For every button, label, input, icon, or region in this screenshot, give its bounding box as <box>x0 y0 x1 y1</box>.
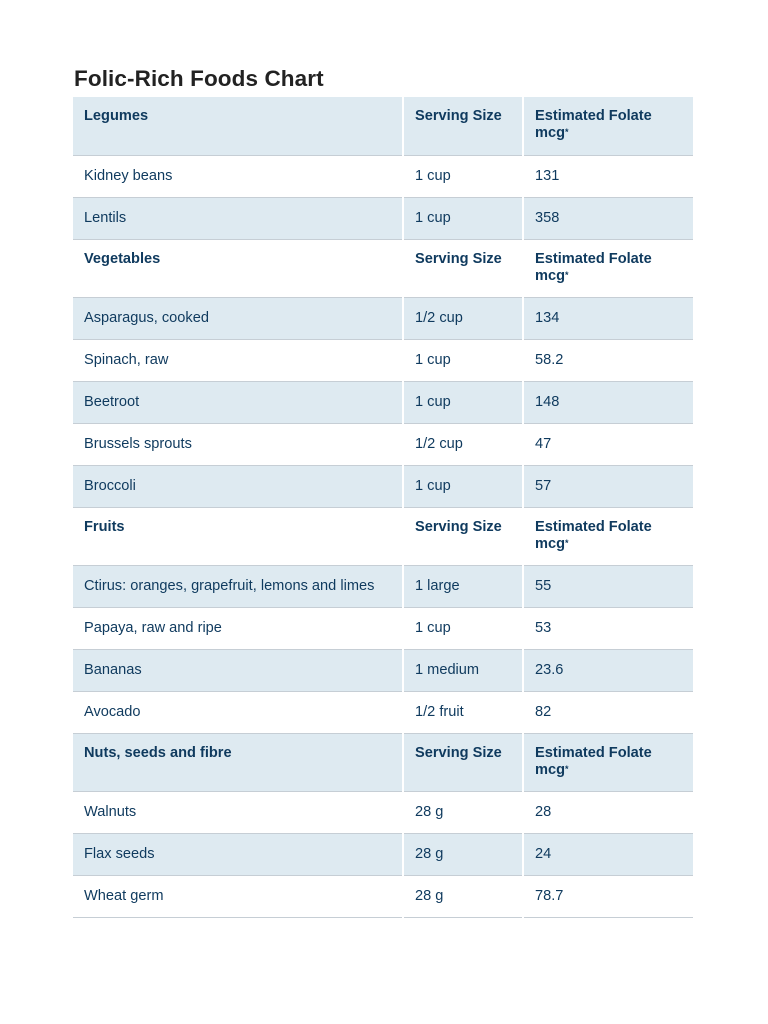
table-row <box>73 791 693 833</box>
folate-header: Estimated Folate mcg* <box>523 733 693 791</box>
serving-cell: 1 cup <box>403 465 523 507</box>
serving-cell: 1/2 cup <box>403 423 523 465</box>
table-row <box>73 339 693 381</box>
serving-cell: 1 cup <box>403 155 523 197</box>
serving-cell: 28 g <box>403 791 523 833</box>
footnote-marker: * <box>565 127 569 137</box>
folate-cell: 358 <box>523 197 693 239</box>
folate-cell: 78.7 <box>523 875 693 917</box>
food-cell: Kidney beans <box>73 155 403 197</box>
serving-size-header: Serving Size <box>403 507 523 565</box>
folate-cell: 58.2 <box>523 339 693 381</box>
serving-size-header: Serving Size <box>403 97 523 155</box>
serving-cell: 1 cup <box>403 607 523 649</box>
folate-cell: 47 <box>523 423 693 465</box>
folate-cell: 57 <box>523 465 693 507</box>
table-row <box>73 691 693 733</box>
food-cell: Avocado <box>73 691 403 733</box>
serving-cell: 1/2 fruit <box>403 691 523 733</box>
folate-cell: 82 <box>523 691 693 733</box>
footnote-marker: * <box>565 763 569 774</box>
folate-cell: 55 <box>523 565 693 607</box>
food-cell: Wheat germ <box>73 875 403 917</box>
footnote-marker: * <box>565 537 569 548</box>
serving-cell: 1 cup <box>403 339 523 381</box>
table-row <box>73 155 693 197</box>
section-name: Vegetables <box>73 239 403 297</box>
section-header-vegetables <box>73 239 693 297</box>
section-name: Fruits <box>73 507 403 565</box>
food-cell: Papaya, raw and ripe <box>73 607 403 649</box>
section-header-fruits <box>73 507 693 565</box>
folate-header: Estimated Folate mcg* <box>523 97 693 155</box>
food-cell: Brussels sprouts <box>73 423 403 465</box>
table-row <box>73 875 693 917</box>
food-cell: Spinach, raw <box>73 339 403 381</box>
folate-cell: 24 <box>523 833 693 875</box>
folate-cell: 23.6 <box>523 649 693 691</box>
serving-cell: 1 cup <box>403 381 523 423</box>
food-cell: Walnuts <box>73 791 403 833</box>
folate-cell: 53 <box>523 607 693 649</box>
table-row <box>73 649 693 691</box>
folate-cell: 134 <box>523 297 693 339</box>
section-name: Nuts, seeds and fibre <box>73 733 403 791</box>
table-row <box>73 423 693 465</box>
serving-cell: 1 large <box>403 565 523 607</box>
section-header-legumes <box>73 97 693 155</box>
serving-cell: 1 cup <box>403 197 523 239</box>
folate-cell: 131 <box>523 155 693 197</box>
folate-cell: 148 <box>523 381 693 423</box>
food-cell: Flax seeds <box>73 833 403 875</box>
serving-size-header: Serving Size <box>403 733 523 791</box>
food-cell: Asparagus, cooked <box>73 297 403 339</box>
serving-cell: 1 medium <box>403 649 523 691</box>
folate-cell: 28 <box>523 791 693 833</box>
food-cell: Broccoli <box>73 465 403 507</box>
serving-cell: 28 g <box>403 833 523 875</box>
food-cell: Bananas <box>73 649 403 691</box>
serving-cell: 1/2 cup <box>403 297 523 339</box>
table-row <box>73 465 693 507</box>
food-cell: Lentils <box>73 197 403 239</box>
table-row <box>73 833 693 875</box>
food-cell: Beetroot <box>73 381 403 423</box>
folate-header: Estimated Folate mcg* <box>523 507 693 565</box>
table-row <box>73 297 693 339</box>
food-cell: Ctirus: oranges, grapefruit, lemons and limes <box>73 565 403 607</box>
table-row <box>73 381 693 423</box>
table-row <box>73 197 693 239</box>
serving-size-header: Serving Size <box>403 239 523 297</box>
section-name: Legumes <box>73 97 403 155</box>
serving-cell: 28 g <box>403 875 523 917</box>
table-row <box>73 607 693 649</box>
page-title: Folic-Rich Foods Chart <box>74 66 324 91</box>
folate-header: Estimated Folate mcg* <box>523 239 693 297</box>
footnote-marker: * <box>565 269 569 280</box>
table-row <box>73 565 693 607</box>
section-header-nuts-seeds-fibre <box>73 733 693 791</box>
folate-table <box>73 97 693 918</box>
